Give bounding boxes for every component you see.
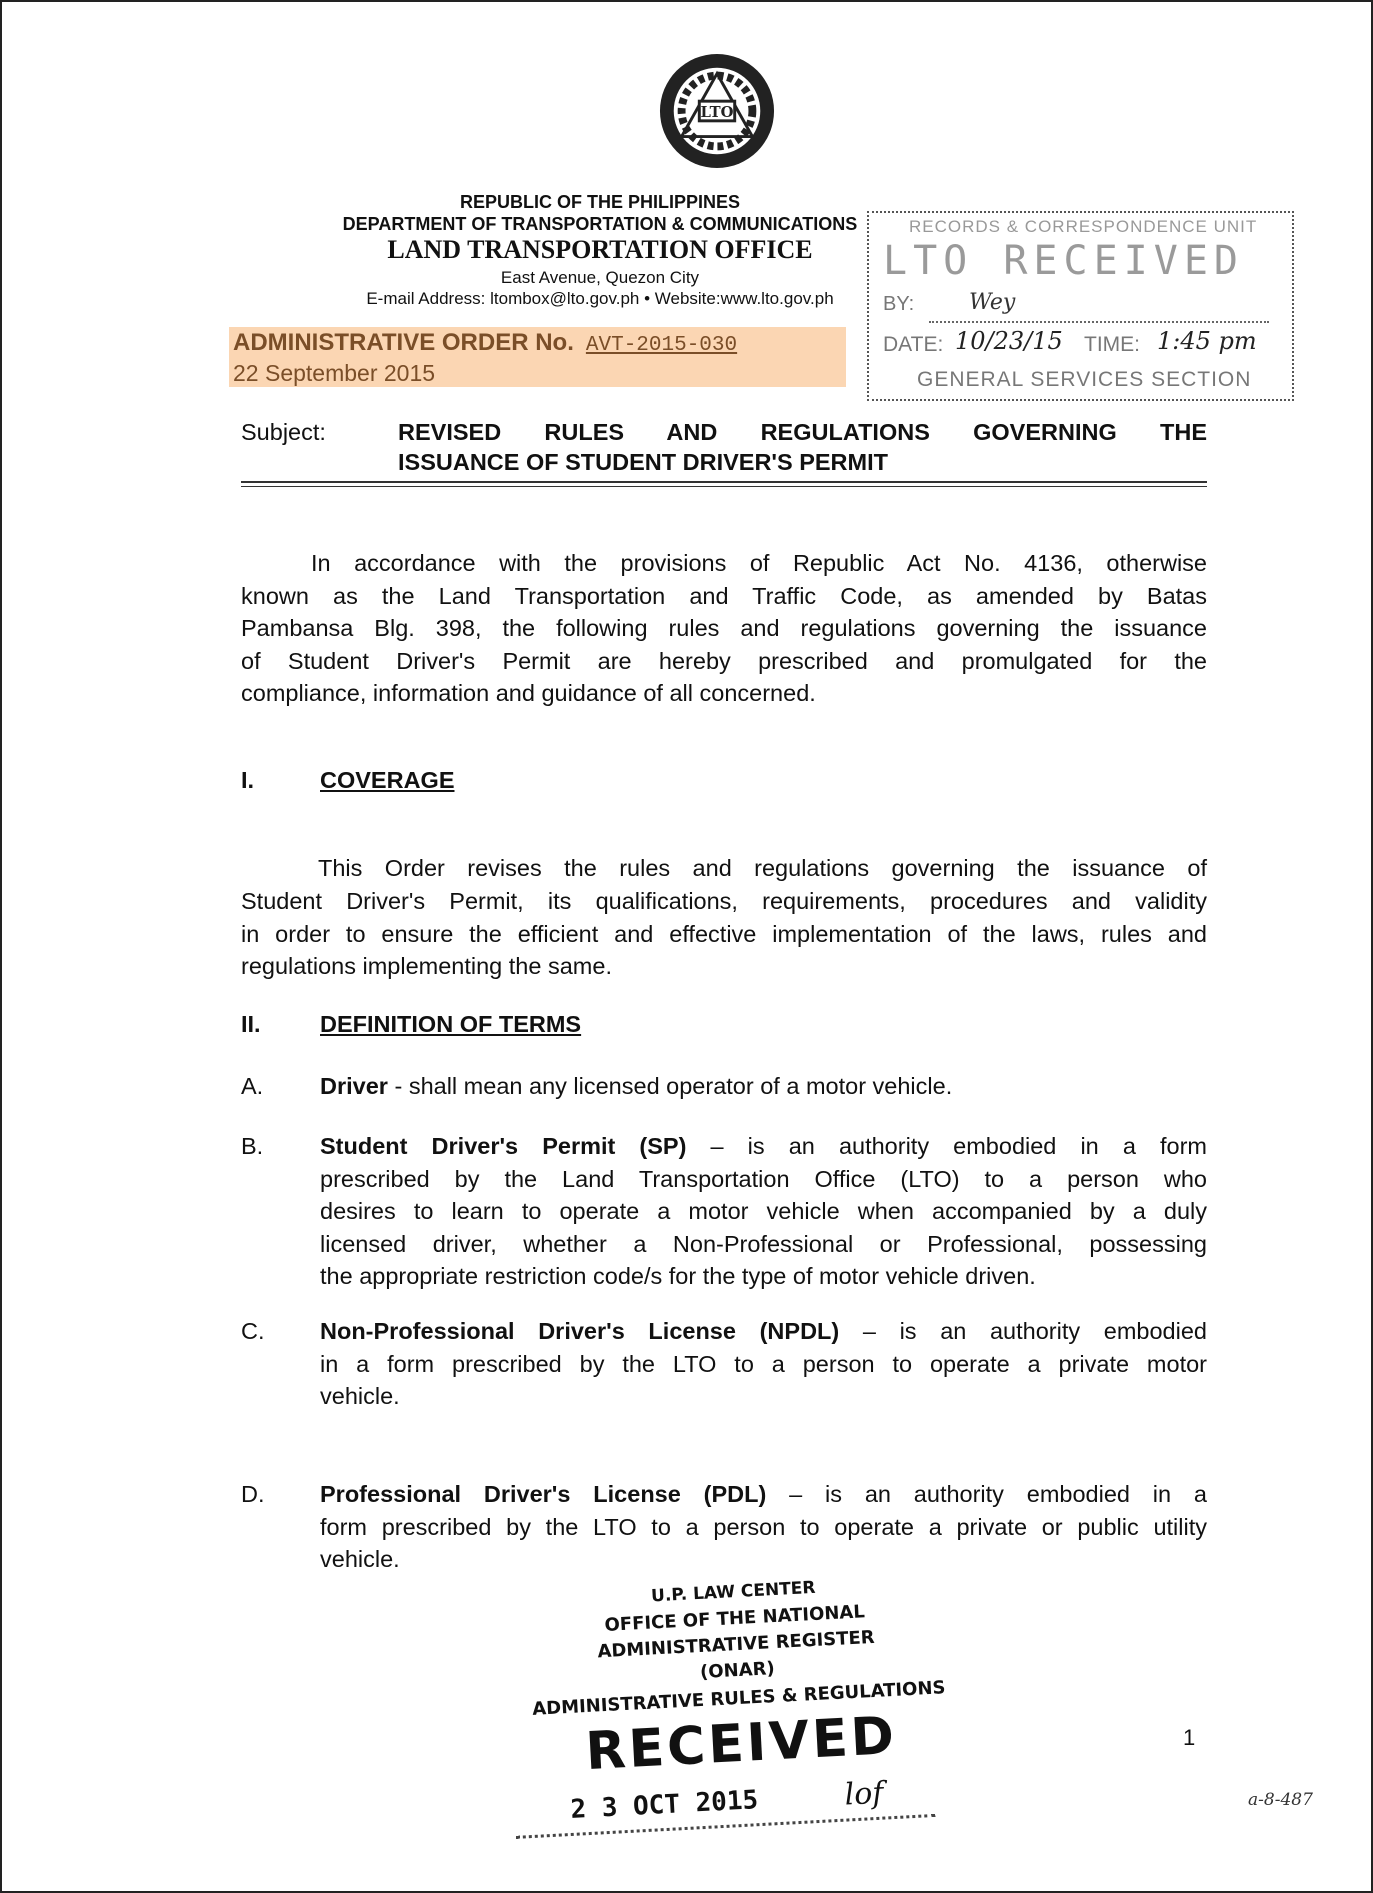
definition-text: – is an authority embodied: [839, 1318, 1207, 1344]
definition-line: prescribed by the Land Transportation Office (LTO) to a person who: [320, 1166, 1207, 1192]
intro-line: In accordance with the provisions of Republic Act No. 4136, otherwise: [311, 550, 1207, 576]
definition-term: Student Driver's Permit (SP): [320, 1133, 687, 1159]
stamp-unit: RECORDS & CORRESPONDENCE UNIT: [909, 217, 1258, 236]
onar-received-stamp: [513, 1579, 966, 1862]
stamp-section: GENERAL SERVICES SECTION: [917, 368, 1252, 391]
order-date: 22 September 2015: [233, 360, 436, 386]
coverage-line: regulations implementing the same.: [241, 953, 612, 979]
coverage-line: in order to ensure the efficient and effective implementation of the laws, rules and: [241, 921, 1207, 947]
section1-number: I.: [241, 767, 255, 793]
onar-line: ADMINISTRATIVE REGISTER: [597, 1626, 876, 1663]
onar-line: (ONAR): [699, 1658, 776, 1684]
handwritten-note: a-8-487: [1248, 1790, 1313, 1810]
onar-received: RECEIVED: [584, 1705, 899, 1783]
header-republic: REPUBLIC OF THE PHILIPPINES: [459, 192, 741, 212]
subject-title-line2: ISSUANCE OF STUDENT DRIVER'S PERMIT: [398, 449, 888, 475]
stamp-date-value: 10/23/15: [955, 327, 1063, 355]
definition-item-driver: [320, 1073, 1207, 1100]
definition-term: Professional Driver's License (PDL): [320, 1481, 767, 1507]
intro-line: compliance, information and guidance of all concerned.: [241, 680, 816, 706]
definition-line: in a form prescribed by the LTO to a person to operate a private motor: [320, 1351, 1207, 1377]
definition-text: – is an authority embodied in a form: [686, 1133, 1207, 1159]
lto-received-stamp: [867, 211, 1294, 401]
coverage-line: Student Driver's Permit, its qualifications, requirements, procedures and validity: [241, 888, 1207, 914]
subject-rule: [241, 481, 1207, 487]
stamp-title: LTO RECEIVED: [883, 238, 1244, 284]
onar-line: U.P. LAW CENTER: [650, 1577, 816, 1607]
intro-line: known as the Land Transportation and Traffic Code, as amended by Batas: [241, 583, 1207, 609]
intro-line: Pambansa Blg. 398, the following rules and regulations governing the issuance: [241, 615, 1207, 641]
subject-label: Subject:: [241, 419, 326, 445]
definition-line: licensed driver, whether a Non-Professional or Professional, possessing: [320, 1231, 1207, 1257]
stamp-date-label: DATE:: [883, 333, 944, 356]
order-number-value: AVT-2015-030: [585, 334, 738, 357]
onar-line: OFFICE OF THE NATIONAL: [604, 1601, 866, 1636]
definition-line: desires to learn to operate a motor vehicle when accompanied by a duly: [320, 1198, 1207, 1224]
stamp-divider: [929, 321, 1269, 323]
onar-date: 2 3 OCT 2015: [569, 1785, 759, 1825]
definition-term: Non-Professional Driver's License (NPDL): [320, 1318, 840, 1344]
header-office: LAND TRANSPORTATION OFFICE: [387, 235, 813, 264]
stamp-time-label: TIME:: [1084, 333, 1140, 356]
lto-seal-logo: [658, 52, 776, 170]
section2-title: DEFINITION OF TERMS: [320, 1011, 582, 1037]
definition-letter: A.: [241, 1073, 264, 1099]
onar-initials: lof: [843, 1775, 885, 1813]
stamp-by-label: BY:: [883, 293, 915, 315]
header-contact: E-mail Address: ltombox@lto.gov.ph • Website:www.lto.gov.ph: [366, 289, 834, 308]
definition-letter: D.: [241, 1481, 265, 1507]
definition-letter: B.: [241, 1133, 264, 1159]
stamp-time-value: 1:45 pm: [1157, 327, 1257, 355]
order-number: [233, 329, 767, 357]
definition-line: form prescribed by the LTO to a person to operate a private or public utility: [320, 1514, 1207, 1540]
section2-number: II.: [241, 1011, 261, 1037]
definition-item-pdl: [320, 1481, 1207, 1508]
definition-text: – is an authority embodied in a: [766, 1481, 1207, 1507]
intro-line: of Student Driver's Permit are hereby prescribed and promulgated for the: [241, 648, 1207, 674]
section1-title: COVERAGE: [320, 767, 455, 793]
definition-item-sp: [320, 1133, 1207, 1160]
order-label: ADMINISTRATIVE ORDER No.: [233, 329, 574, 356]
definition-item-npdl: [320, 1318, 1207, 1345]
definition-line: the appropriate restriction code/s for the type of motor vehicle driven.: [320, 1263, 1036, 1289]
onar-line: ADMINISTRATIVE RULES & REGULATIONS: [531, 1677, 946, 1720]
coverage-line: This Order revises the rules and regulations governing the issuance of: [318, 855, 1207, 881]
definition-letter: C.: [241, 1318, 265, 1344]
definition-line: vehicle.: [320, 1546, 400, 1572]
subject-title-line1: REVISED RULES AND REGULATIONS GOVERNING THE: [398, 419, 1207, 445]
svg-text:LTO: LTO: [700, 103, 734, 121]
stamp-by-signature: Wey: [969, 290, 1016, 315]
definition-line: vehicle.: [320, 1383, 400, 1409]
header-address: East Avenue, Quezon City: [500, 268, 700, 287]
definition-text: - shall mean any licensed operator of a motor vehicle.: [387, 1073, 953, 1099]
definition-term: Driver: [320, 1073, 388, 1099]
header-department: DEPARTMENT OF TRANSPORTATION & COMMUNICATIONS: [342, 214, 858, 234]
page-number: 1: [1183, 1725, 1196, 1750]
